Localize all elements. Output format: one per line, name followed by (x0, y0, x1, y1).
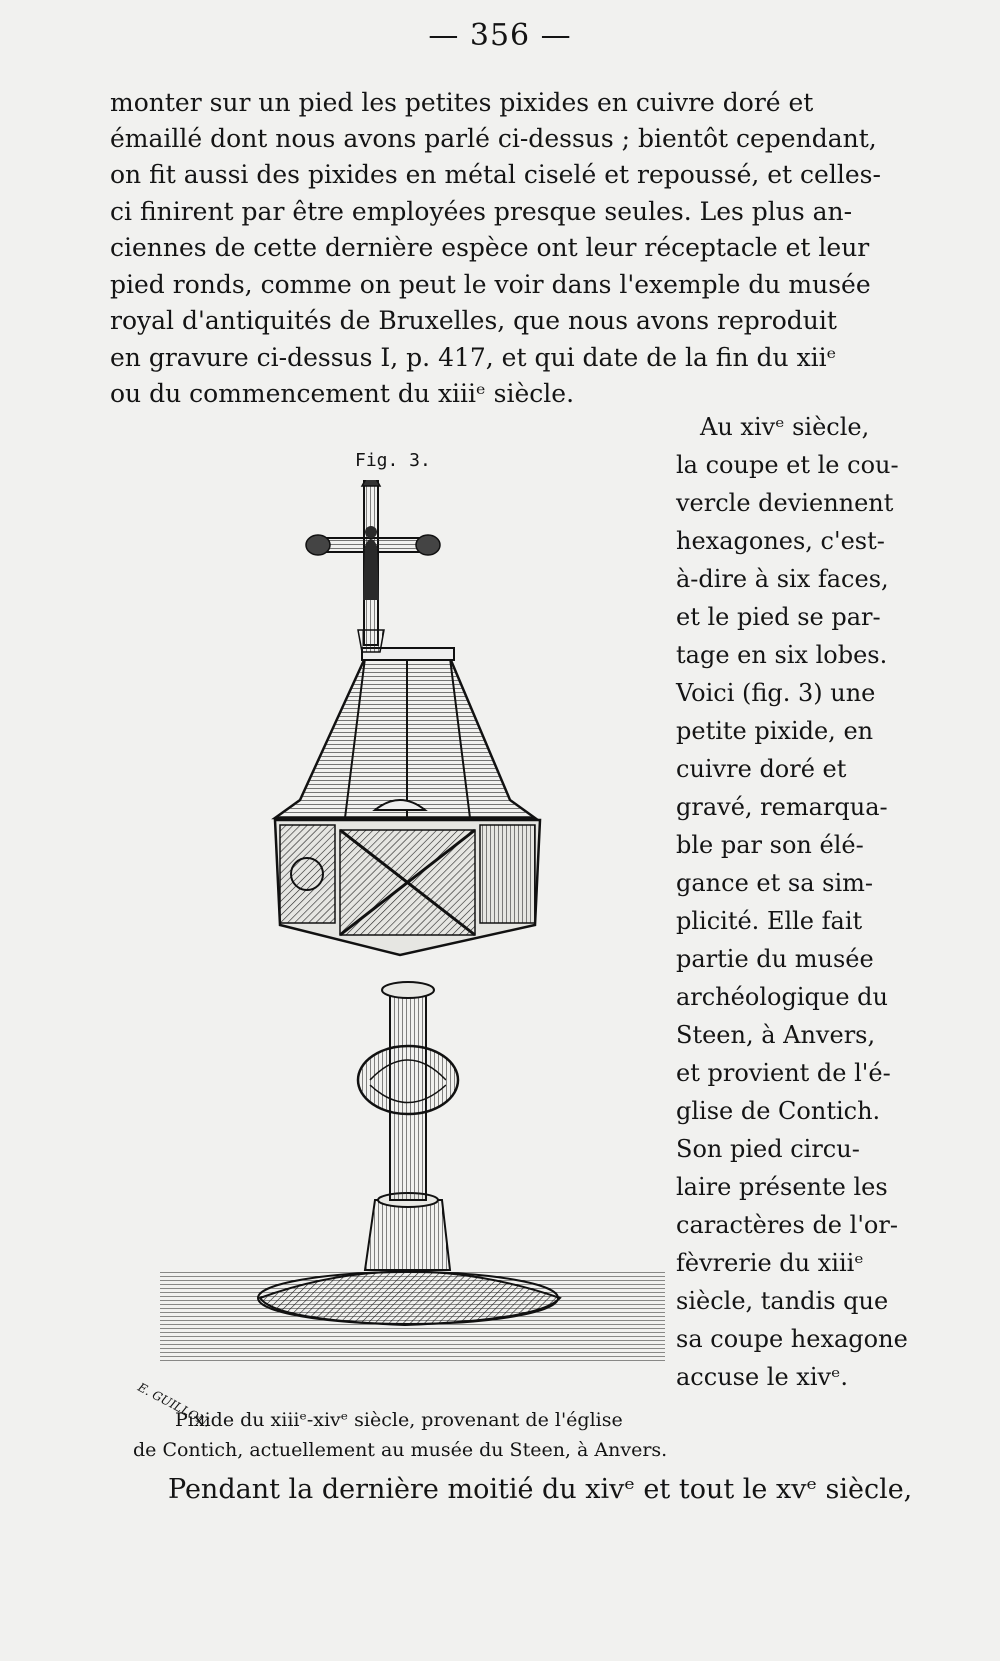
side-line: petite pixide, en (676, 717, 874, 745)
side-line: caractères de l'or- (676, 1211, 898, 1239)
side-line: laire présente les (676, 1173, 888, 1201)
side-line: siècle, tandis que (676, 1287, 889, 1315)
pyx-stem (358, 982, 458, 1200)
side-line: Au xivᵉ siècle, (700, 413, 870, 441)
pyx-engraving (150, 480, 680, 1410)
side-line: plicité. Elle fait (676, 907, 863, 935)
side-line: sa coupe hexagone (676, 1325, 908, 1353)
pyx-body (275, 820, 540, 955)
figure-caption-line: Pixide du xiiiᵉ-xivᵉ siècle, provenant de l'église (175, 1409, 623, 1431)
main-line: pied ronds, comme on peut le voir dans l'exemple du musée (110, 270, 871, 299)
side-line: et le pied se par- (676, 603, 881, 631)
figure-label: Fig. 3. (355, 450, 431, 471)
side-line: gance et sa sim- (676, 869, 873, 897)
side-line: vercle deviennent (676, 489, 894, 517)
side-line: cuivre doré et (676, 755, 847, 783)
main-line: royal d'antiquités de Bruxelles, que nous avons reproduit (110, 306, 837, 335)
side-line: fèvrerie du xiiiᵉ (676, 1249, 864, 1277)
side-line: hexagones, c'est- (676, 527, 885, 555)
main-line: on fit aussi des pixides en métal ciselé et repoussé, et celles- (110, 160, 881, 189)
crucifix (306, 480, 440, 652)
side-line: la coupe et le cou- (676, 451, 899, 479)
main-line: émaillé dont nous avons parlé ci-dessus ; bientôt cependant, (110, 124, 877, 153)
side-line: Voici (fig. 3) une (676, 679, 876, 707)
side-line: glise de Contich. (676, 1097, 881, 1125)
side-line: Steen, à Anvers, (676, 1021, 876, 1049)
side-line: tage en six lobes. (676, 641, 888, 669)
engraver-signature: E. GUILLON. (135, 1380, 213, 1430)
side-line: accuse le xivᵉ. (676, 1363, 848, 1391)
side-line: à-dire à six faces, (676, 565, 889, 593)
side-line: partie du musée (676, 945, 874, 973)
side-line: Son pied circu- (676, 1135, 860, 1163)
main-line: ci finirent par être employées presque seules. Les plus an- (110, 197, 853, 226)
main-line: ou du commencement du xiiiᵉ siècle. (110, 379, 575, 408)
pyx-foot (258, 1193, 560, 1325)
page-number: — 356 — (428, 18, 572, 53)
main-line: en gravure ci-dessus I, p. 417, et qui date de la fin du xiiᵉ (110, 343, 837, 372)
final-paragraph-line: Pendant la dernière moitié du xivᵉ et tout le xvᵉ siècle, (168, 1474, 913, 1505)
side-line: gravé, remarqua- (676, 793, 888, 821)
side-line: archéologique du (676, 983, 888, 1011)
main-line: ciennes de cette dernière espèce ont leur réceptacle et leur (110, 233, 870, 262)
side-line: ble par son élé- (676, 831, 864, 859)
side-line: et provient de l'é- (676, 1059, 891, 1087)
pyx-lid (275, 648, 535, 818)
figure-caption-line: de Contich, actuellement au musée du Steen, à Anvers. (133, 1439, 668, 1461)
main-line: monter sur un pied les petites pixides en cuivre doré et (110, 88, 814, 117)
